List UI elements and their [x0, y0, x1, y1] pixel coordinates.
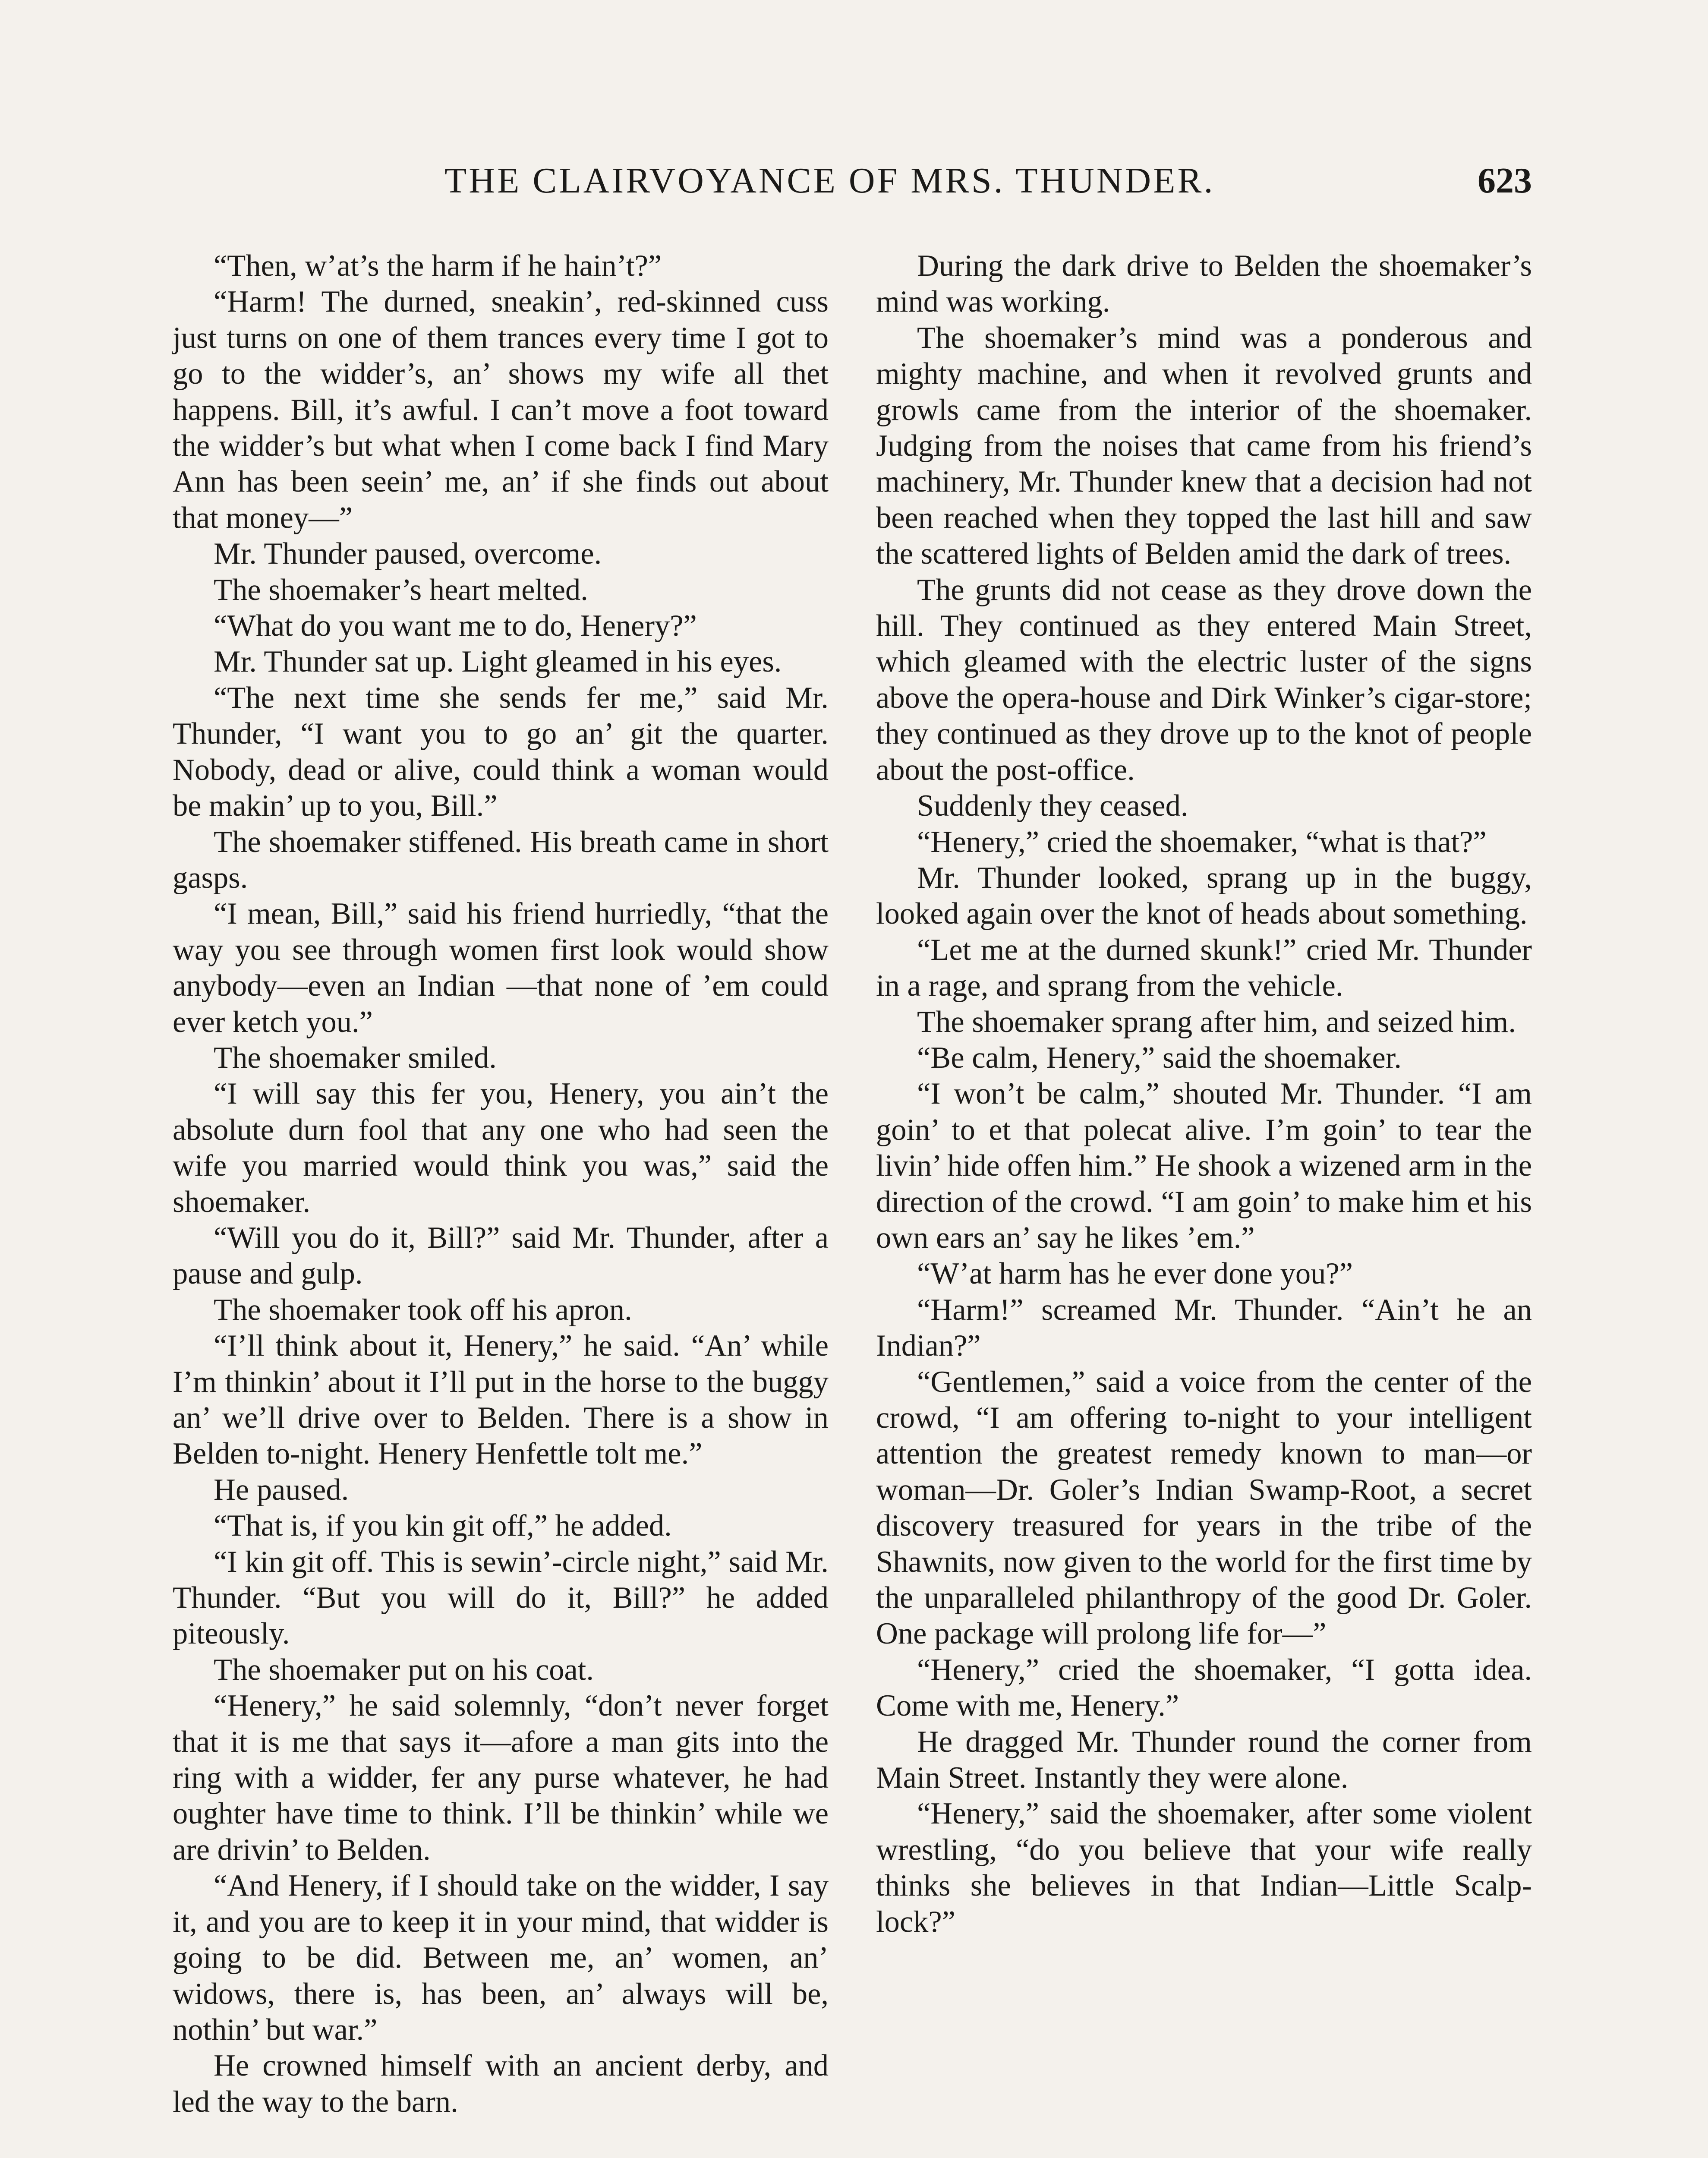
paragraph: “What do you want me to do, Henery?” [214, 609, 697, 643]
paragraph: Mr. Thunder paused, overcome. [214, 537, 602, 571]
right-column [876, 248, 1532, 1940]
paragraph: He crowned himself with an ancient derby, and led the way to the barn. [173, 2049, 829, 2119]
paragraph: “I mean, Bill,” said his friend hurriedly, “that the way you see through women first look would show anybody—even an Indian —that none of ’em could ever ketch you.” [173, 897, 829, 1039]
paragraph: The shoemaker stiffened. His breath came in short gasps. [173, 825, 829, 895]
paragraph: “Henery,” he said solemnly, “don’t never forget that it is me that says it—afore a man gits into the ring with a widder, fer any purse whatever, he had oughter have time to think. I’ll be thinkin’ while we are drivin’ to Belden. [173, 1689, 829, 1867]
running-header [173, 160, 1532, 207]
paragraph: “Let me at the durned skunk!” cried Mr. Thunder in a rage, and sprang from the vehicle. [876, 933, 1532, 1003]
paragraph: The shoemaker’s mind was a ponderous and mighty machine, and when it revolved grunts and growls came from the interior of the shoemaker. Judging from the noises that came from his friend’s machinery, Mr. Thunder knew that a decision had not been reached when they topped the last hill and saw the scattered lights of Belden amid the dark of trees. [876, 321, 1532, 571]
paragraph: During the dark drive to Belden the shoemaker’s mind was working. [876, 249, 1532, 319]
paragraph: “Will you do it, Bill?” said Mr. Thunder, after a pause and gulp. [173, 1221, 829, 1291]
paragraph: “Henery,” cried the shoemaker, “I gotta idea. Come with me, Henery.” [876, 1653, 1532, 1723]
paragraph: Mr. Thunder sat up. Light gleamed in his eyes. [214, 645, 782, 679]
paragraph: “And Henery, if I should take on the widder, I say it, and you are to keep it in your mind, that widder is going to be did. Between me, an’ women, an’ widows, there is, has been, an’ always will be, nothin’ but war.” [173, 1869, 829, 2047]
page-number: 623 [1478, 161, 1532, 201]
paragraph: The grunts did not cease as they drove down the hill. They continued as they entered Main Street, which gleamed with the electric luster of the signs above the opera-house and Dirk Winker’s cigar-store; they continued as they drove up to the knot of people about the post-office. [876, 573, 1532, 787]
left-column [173, 248, 829, 2120]
running-title: THE CLAIRVOYANCE OF MRS. THUNDER. [444, 161, 1215, 201]
paragraph: He dragged Mr. Thunder round the corner from Main Street. Instantly they were alone. [876, 1725, 1532, 1795]
paragraph: “W’at harm has he ever done you?” [917, 1257, 1353, 1291]
paragraph: “I’ll think about it, Henery,” he said. “An’ while I’m thinkin’ about it I’ll put in the horse to the buggy an’ we’ll drive over to Belden. There is a show in Belden to-night. Henery Henfettle tolt me.” [173, 1329, 829, 1471]
paragraph: “I will say this fer you, Henery, you ain’t the absolute durn fool that any one who had seen the wife you married would think you was,” said the shoemaker. [173, 1077, 829, 1219]
paragraph: The shoemaker smiled. [214, 1041, 497, 1075]
paragraph: “Be calm, Henery,” said the shoemaker. [917, 1041, 1402, 1075]
paragraph: “Gentlemen,” said a voice from the center of the crowd, “I am offering to-night to your intelligent attention the greatest remedy known to man—or woman—Dr. Goler’s Indian Swamp-Root, a secret discovery treasured for years in the tribe of the Shawnits, now given to the world for the first time by the unparalleled philanthropy of the good Dr. Goler. One package will prolong life for—” [876, 1365, 1532, 1651]
paragraph: Suddenly they ceased. [917, 789, 1188, 823]
paragraph: “Henery,” cried the shoemaker, “what is that?” [917, 825, 1487, 859]
paragraph: “I won’t be calm,” shouted Mr. Thunder. “I am goin’ to et that polecat alive. I’m goin’ to tear the livin’ hide offen him.” He shook a wizened arm in the direction of the crowd. “I am goin’ to make him et his own ears an’ say he likes ’em.” [876, 1077, 1532, 1255]
paragraph: The shoemaker took off his apron. [214, 1293, 632, 1327]
paragraph: He paused. [214, 1473, 349, 1507]
paragraph: “That is, if you kin git off,” he added. [214, 1509, 672, 1543]
paragraph: “Then, w’at’s the harm if he hain’t?” [214, 249, 662, 283]
paragraph: The shoemaker sprang after him, and seized him. [917, 1005, 1516, 1039]
paragraph: “Henery,” said the shoemaker, after some violent wrestling, “do you believe that your wife really thinks she believes in that Indian—Little Scalp-lock?” [876, 1797, 1532, 1939]
paragraph: “Harm! The durned, sneakin’, red-skinned cuss just turns on one of them trances every time I got to go to the widder’s, an’ shows my wife all thet happens. Bill, it’s awful. I can’t move a foot toward the widder’s but what when I come back I find Mary Ann has been seein’ me, an’ if she finds out about that money—” [173, 285, 829, 535]
paragraph: The shoemaker put on his coat. [214, 1653, 594, 1687]
paragraph: Mr. Thunder looked, sprang up in the buggy, looked again over the knot of heads about something. [876, 861, 1532, 931]
paragraph: “The next time she sends fer me,” said Mr. Thunder, “I want you to go an’ git the quarter. Nobody, dead or alive, could think a woman would be makin’ up to you, Bill.” [173, 681, 829, 823]
paragraph: “Harm!” screamed Mr. Thunder. “Ain’t he an Indian?” [876, 1293, 1532, 1363]
paragraph: The shoemaker’s heart melted. [214, 573, 588, 607]
paragraph: “I kin git off. This is sewin’-circle night,” said Mr. Thunder. “But you will do it, Bill?” he added piteously. [173, 1545, 829, 1651]
